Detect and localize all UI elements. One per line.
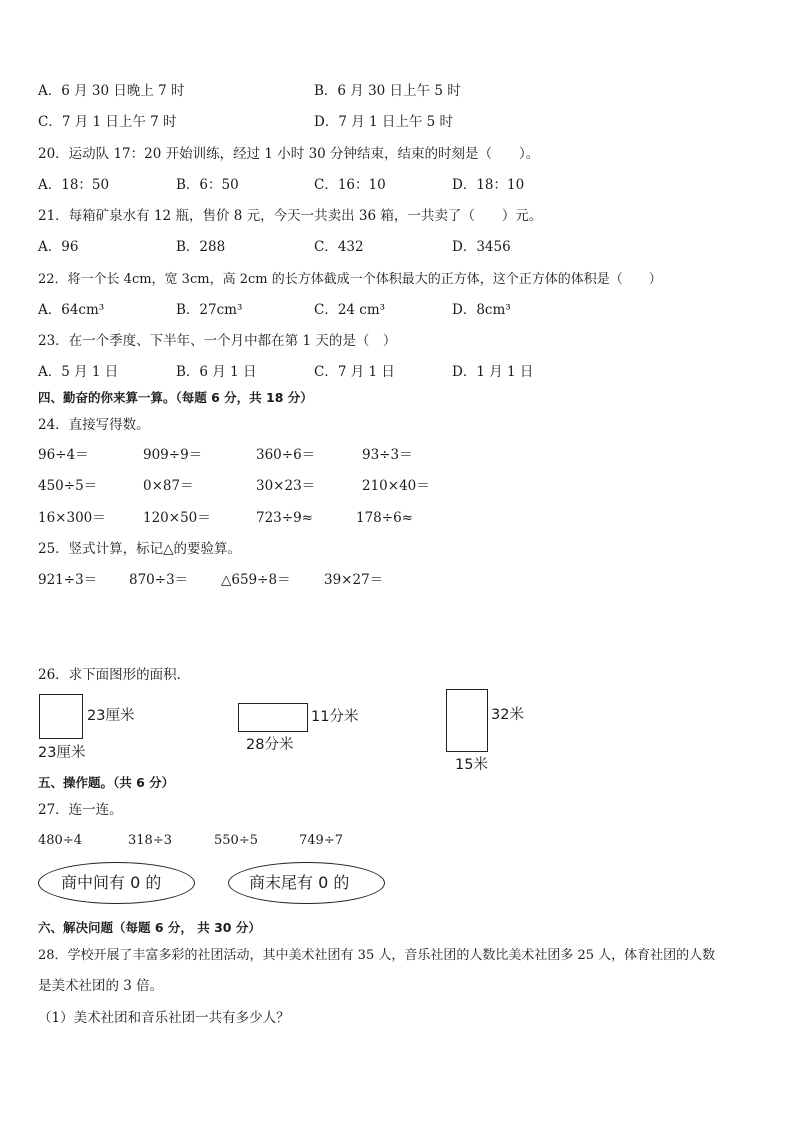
q19-option-b: B．6 月 30 日上午 5 时 <box>314 83 461 99</box>
q25-stem: 25．竖式计算，标记△的要验算。 <box>38 541 242 557</box>
q24-stem: 24．直接写得数。 <box>38 417 150 433</box>
q24-item: 210×40＝ <box>362 478 430 494</box>
q22-option-b: B．27cm³ <box>176 302 243 318</box>
square-side-label: 23厘米 <box>87 708 135 724</box>
q24-item: 16×300＝ <box>38 510 106 526</box>
q24-item: 909÷9＝ <box>143 447 203 463</box>
q26-stem: 26．求下面图形的面积． <box>38 667 191 683</box>
q27-item: 318÷3 <box>128 833 172 848</box>
q24-item: 93÷3＝ <box>362 447 413 463</box>
wide-rectangle-width-label: 11分米 <box>311 709 359 725</box>
q28-sub-question-1: （1）美术社团和音乐社团一共有多少人？ <box>38 1010 290 1026</box>
q23-option-d: D．1 月 1 日 <box>452 364 534 380</box>
q23-option-b: B．6 月 1 日 <box>176 364 257 380</box>
q27-item: 749÷7 <box>299 833 343 848</box>
q27-stem: 27．连一连。 <box>38 802 123 818</box>
square-figure <box>39 694 83 739</box>
oval-quotient-end-zero <box>228 862 385 904</box>
q20-option-d: D．18：10 <box>452 177 525 193</box>
section-5-heading: 五、操作题。（共 6 分） <box>38 775 175 790</box>
section-6-heading: 六、解决问题（每题 6 分， 共 30 分） <box>38 920 261 935</box>
q21-option-c: C．432 <box>314 239 364 255</box>
tall-rectangle-height-label: 32米 <box>491 707 524 723</box>
q20-option-a: A．18：50 <box>38 177 110 193</box>
oval-left-label: 商中间有 0 的 <box>61 873 162 892</box>
q19-option-c: C．7 月 1 日上午 7 时 <box>38 114 177 130</box>
q24-item: 0×87＝ <box>143 478 194 494</box>
q19-option-a: A．6 月 30 日晚上 7 时 <box>38 83 185 99</box>
q25-item: △659÷8＝ <box>221 572 291 588</box>
q24-item: 96÷4＝ <box>38 447 89 463</box>
q24-item: 30×23＝ <box>256 478 316 494</box>
q27-item: 550÷5 <box>214 833 258 848</box>
q22-stem: 22．将一个长 4cm，宽 3cm，高 2cm 的长方体截成一个体积最大的正方体，这个正方体的体积是（ ） <box>38 272 662 287</box>
q23-option-c: C．7 月 1 日 <box>314 364 395 380</box>
q25-item: 870÷3＝ <box>129 572 189 588</box>
q28-line-2: 是美术社团的 3 倍。 <box>38 978 164 994</box>
wide-rectangle-figure <box>238 703 308 732</box>
square-bottom-label: 23厘米 <box>38 745 86 761</box>
q20-option-c: C．16：10 <box>314 177 386 193</box>
q21-option-d: D．3456 <box>452 239 511 255</box>
q22-option-a: A．64cm³ <box>38 302 105 318</box>
tall-rectangle-width-label: 15米 <box>455 757 488 773</box>
q23-option-a: A．5 月 1 日 <box>38 364 119 380</box>
wide-rectangle-length-label: 28分米 <box>246 737 294 753</box>
section-4-heading: 四、勤奋的你来算一算。（每题 6 分，共 18 分） <box>38 390 313 405</box>
q24-item: 360÷6＝ <box>256 447 316 463</box>
tall-rectangle-figure <box>446 689 488 752</box>
q22-option-c: C．24 cm³ <box>314 302 386 318</box>
q24-item: 450÷5＝ <box>38 478 98 494</box>
q20-stem: 20．运动队 17：20 开始训练，经过 1 小时 30 分钟结束，结束的时刻是（ ）。 <box>38 146 540 162</box>
q21-option-a: A．96 <box>38 239 79 255</box>
q25-item: 39×27＝ <box>324 572 384 588</box>
q24-item: 723÷9≈ <box>256 510 313 526</box>
q24-item: 120×50＝ <box>143 510 211 526</box>
q21-option-b: B．288 <box>176 239 226 255</box>
q24-item: 178÷6≈ <box>356 510 413 526</box>
q20-option-b: B．6：50 <box>176 177 239 193</box>
q28-line-1: 28．学校开展了丰富多彩的社团活动，其中美术社团有 35 人，音乐社团的人数比美术社团多 25 人，体育社团的人数 <box>38 948 716 963</box>
q21-stem: 21．每箱矿泉水有 12 瓶，售价 8 元，今天一共卖出 36 箱，一共卖了（ ）元。 <box>38 208 543 224</box>
q27-item: 480÷4 <box>38 833 82 848</box>
q23-stem: 23．在一个季度、下半年、一个月中都在第 1 天的是（ ） <box>38 333 397 349</box>
q22-option-d: D．8cm³ <box>452 302 511 318</box>
oval-quotient-middle-zero <box>38 862 195 904</box>
q25-item: 921÷3＝ <box>38 572 98 588</box>
oval-right-label: 商末尾有 0 的 <box>249 873 350 892</box>
q19-option-d: D．7 月 1 日上午 5 时 <box>314 114 454 130</box>
